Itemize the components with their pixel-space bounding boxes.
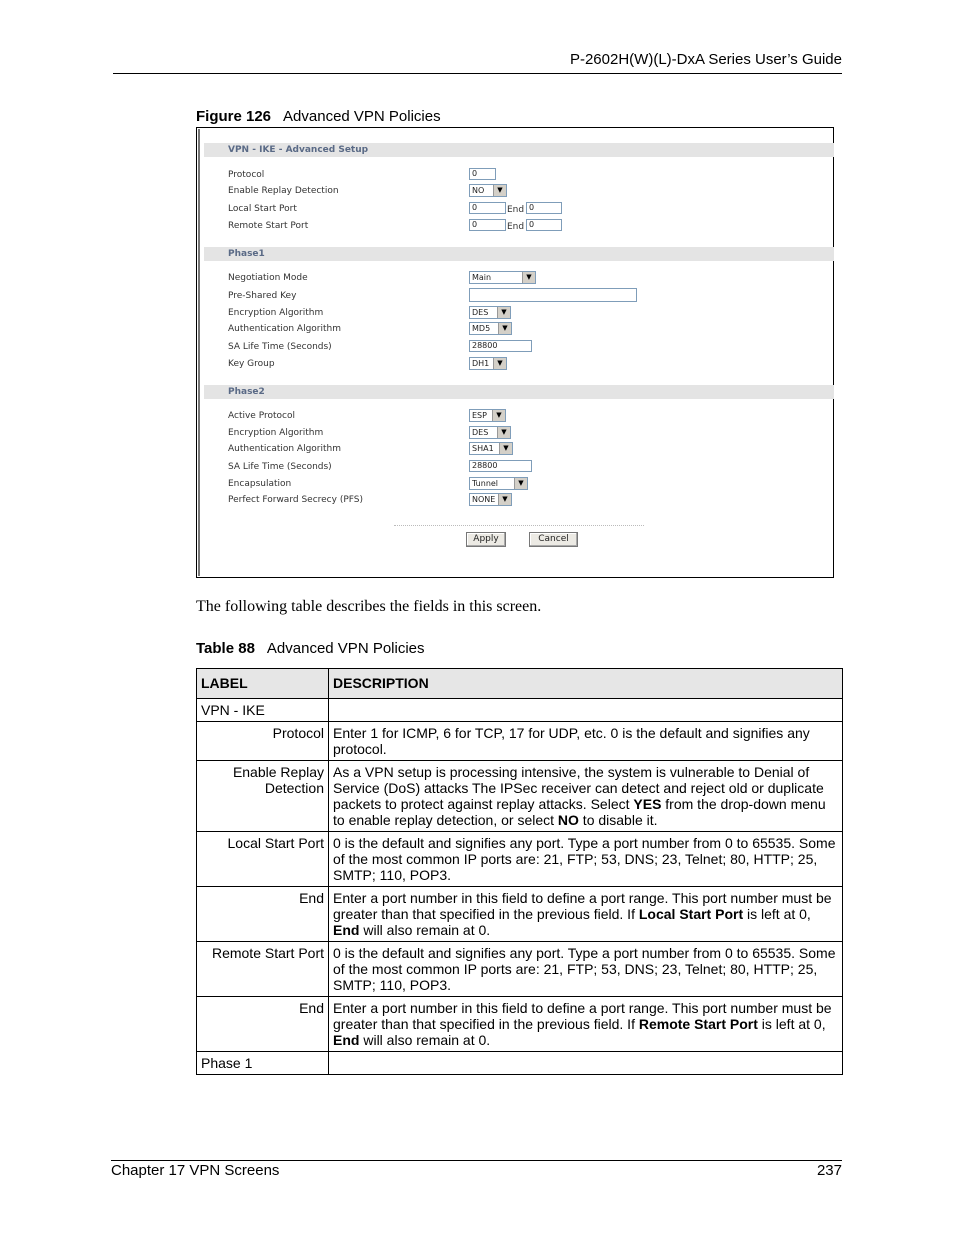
pfs-label: Perfect Forward Secrecy (PFS) bbox=[228, 495, 363, 505]
p1-sa-lifetime-input[interactable]: 28800 bbox=[469, 340, 532, 352]
replay-select-value: NO bbox=[472, 186, 485, 195]
row-label: Local Start Port bbox=[197, 832, 329, 887]
remote-end-label: End bbox=[507, 222, 525, 232]
dropdown-arrow-icon: ▼ bbox=[498, 494, 511, 505]
encapsulation-value: Tunnel bbox=[472, 479, 499, 488]
negotiation-mode-value: Main bbox=[472, 273, 492, 282]
row-label-line: Enable Replay bbox=[232, 764, 324, 780]
local-start-port-label: Local Start Port bbox=[228, 204, 297, 214]
table-row bbox=[197, 1052, 843, 1075]
protocol-input[interactable]: 0 bbox=[469, 168, 496, 180]
cancel-button[interactable]: Cancel bbox=[529, 532, 578, 547]
key-group-label: Key Group bbox=[228, 359, 275, 369]
footer-page-number: 237 bbox=[816, 1162, 842, 1179]
desc-text: As a VPN setup is processing intensive, the system is vulnerable to Denial of Service (DoS) attacks The IPSec receiver can detect and reject old or duplicate packets to protect against replay attacks. Select bbox=[333, 764, 824, 812]
p2-authentication-label: Authentication Algorithm bbox=[228, 444, 342, 454]
row-description bbox=[329, 887, 843, 942]
column-header-label: LABEL bbox=[197, 669, 329, 699]
table-row bbox=[197, 699, 843, 722]
row-description: 0 is the default and signifies any port. Type a port number from 0 to 65535. Some of the most common IP ports are: 21, FTP; 53, DNS; 23, Telnet; 80, HTTP; 25, SMTP; 110, POP3. bbox=[329, 832, 843, 887]
table-row bbox=[197, 997, 843, 1052]
table-row bbox=[197, 887, 843, 942]
desc-bold: End bbox=[333, 1032, 360, 1048]
desc-text: Enter a port number in this field to define a port range. This port number must be greater than that specified in the previous field. If bbox=[333, 890, 832, 922]
p1-authentication-value: MD5 bbox=[472, 324, 491, 333]
desc-bold: Remote Start Port bbox=[638, 1016, 758, 1032]
desc-bold: End bbox=[333, 922, 360, 938]
apply-button[interactable]: Apply bbox=[466, 532, 506, 547]
desc-text: from the drop-down menu to enable replay detection, or select bbox=[333, 796, 826, 828]
dropdown-arrow-icon: ▼ bbox=[493, 185, 506, 196]
desc-text: Enter a port number in this field to define a port range. This port number must be greater than that specified in the previous field. If bbox=[333, 1000, 832, 1032]
footer-chapter: Chapter 17 VPN Screens bbox=[111, 1162, 280, 1179]
dropdown-arrow-icon: ▼ bbox=[514, 478, 527, 489]
figure-number: Figure 126 bbox=[196, 108, 272, 125]
p2-encryption-select[interactable] bbox=[469, 426, 511, 439]
negotiation-mode-select[interactable] bbox=[469, 271, 536, 284]
page-header-title: P-2602H(W)(L)-DxA Series User’s Guide bbox=[569, 51, 842, 68]
remote-start-port-label: Remote Start Port bbox=[228, 221, 309, 231]
button-divider bbox=[394, 525, 644, 526]
dropdown-arrow-icon: ▼ bbox=[497, 427, 510, 438]
pre-shared-key-label: Pre-Shared Key bbox=[228, 291, 297, 301]
p1-sa-lifetime-label: SA Life Time (Seconds) bbox=[228, 342, 332, 352]
row-description bbox=[329, 699, 843, 722]
table-row bbox=[197, 761, 843, 832]
pfs-value: NONE bbox=[472, 495, 496, 504]
table-row bbox=[197, 942, 843, 997]
desc-text: will also remain at 0. bbox=[359, 922, 491, 938]
p2-authentication-select[interactable] bbox=[469, 442, 513, 455]
desc-bold: YES bbox=[633, 796, 662, 812]
section-vpn-ike: VPN - IKE - Advanced Setup bbox=[204, 143, 834, 157]
row-label bbox=[197, 761, 329, 832]
desc-text: to disable it. bbox=[578, 812, 658, 828]
table-header-row bbox=[197, 669, 843, 699]
section-phase2: Phase2 bbox=[204, 385, 834, 399]
frame-edge bbox=[198, 129, 202, 576]
encapsulation-select[interactable] bbox=[469, 477, 528, 490]
figure-title: Advanced VPN Policies bbox=[283, 108, 441, 125]
column-header-description: DESCRIPTION bbox=[329, 669, 843, 699]
p1-encryption-value: DES bbox=[472, 308, 489, 317]
table-title: Advanced VPN Policies bbox=[266, 640, 425, 657]
replay-select[interactable] bbox=[469, 184, 507, 197]
desc-text: is left at 0, bbox=[757, 1016, 826, 1032]
pfs-select[interactable] bbox=[469, 493, 512, 506]
remote-end-port-input[interactable]: 0 bbox=[526, 219, 562, 231]
protocol-label: Protocol bbox=[228, 170, 265, 180]
table-row bbox=[197, 832, 843, 887]
row-label: Phase 1 bbox=[197, 1052, 329, 1075]
description-table bbox=[196, 668, 843, 1075]
active-protocol-value: ESP bbox=[472, 411, 487, 420]
intro-paragraph: The following table describes the fields in this screen. bbox=[196, 598, 542, 615]
encapsulation-label: Encapsulation bbox=[228, 479, 292, 489]
row-label: End bbox=[197, 997, 329, 1052]
p2-encryption-label: Encryption Algorithm bbox=[228, 428, 324, 438]
dropdown-arrow-icon: ▼ bbox=[498, 323, 511, 334]
desc-bold: NO bbox=[557, 812, 579, 828]
p2-sa-lifetime-input[interactable]: 28800 bbox=[469, 460, 532, 472]
row-label-line: Detection bbox=[264, 780, 324, 796]
table-caption bbox=[196, 640, 425, 657]
row-label: Remote Start Port bbox=[197, 942, 329, 997]
dropdown-arrow-icon: ▼ bbox=[492, 410, 505, 421]
figure-caption bbox=[196, 108, 441, 125]
row-label: End bbox=[197, 887, 329, 942]
row-description bbox=[329, 761, 843, 832]
table-number: Table 88 bbox=[196, 640, 255, 657]
section-phase1: Phase1 bbox=[204, 247, 834, 261]
active-protocol-label: Active Protocol bbox=[228, 411, 295, 421]
replay-label: Enable Replay Detection bbox=[228, 186, 339, 196]
p2-encryption-value: DES bbox=[472, 428, 489, 437]
key-group-select[interactable] bbox=[469, 357, 507, 370]
dropdown-arrow-icon: ▼ bbox=[497, 307, 510, 318]
key-group-value: DH1 bbox=[472, 359, 490, 368]
p1-authentication-label: Authentication Algorithm bbox=[228, 324, 342, 334]
desc-text: will also remain at 0. bbox=[359, 1032, 491, 1048]
p1-authentication-select[interactable] bbox=[469, 322, 512, 335]
p1-encryption-select[interactable] bbox=[469, 306, 511, 319]
dropdown-arrow-icon: ▼ bbox=[522, 272, 535, 283]
header-rule bbox=[113, 73, 842, 74]
negotiation-mode-label: Negotiation Mode bbox=[228, 273, 308, 283]
local-end-port-input[interactable]: 0 bbox=[526, 202, 562, 214]
local-end-label: End bbox=[507, 205, 525, 215]
remote-start-port-input[interactable]: 0 bbox=[469, 219, 506, 231]
local-start-port-input[interactable]: 0 bbox=[469, 202, 506, 214]
row-description: 0 is the default and signifies any port. Type a port number from 0 to 65535. Some of the most common IP ports are: 21, FTP; 53, DNS; 23, Telnet; 80, HTTP; 25, SMTP; 110, POP3. bbox=[329, 942, 843, 997]
row-label: VPN - IKE bbox=[197, 699, 329, 722]
dropdown-arrow-icon: ▼ bbox=[493, 358, 506, 369]
p2-sa-lifetime-label: SA Life Time (Seconds) bbox=[228, 462, 332, 472]
pre-shared-key-input[interactable] bbox=[469, 288, 637, 302]
row-description bbox=[329, 1052, 843, 1075]
footer-rule bbox=[111, 1160, 842, 1161]
desc-bold: Local Start Port bbox=[638, 906, 744, 922]
p1-encryption-label: Encryption Algorithm bbox=[228, 308, 324, 318]
p2-authentication-value: SHA1 bbox=[472, 444, 494, 453]
row-label: Protocol bbox=[197, 722, 329, 761]
active-protocol-select[interactable] bbox=[469, 409, 506, 422]
row-description: Enter 1 for ICMP, 6 for TCP, 17 for UDP, etc. 0 is the default and signifies any protocol. bbox=[329, 722, 843, 761]
row-description bbox=[329, 997, 843, 1052]
table-row bbox=[197, 722, 843, 761]
desc-text: is left at 0, bbox=[743, 906, 811, 922]
dropdown-arrow-icon: ▼ bbox=[499, 443, 512, 454]
